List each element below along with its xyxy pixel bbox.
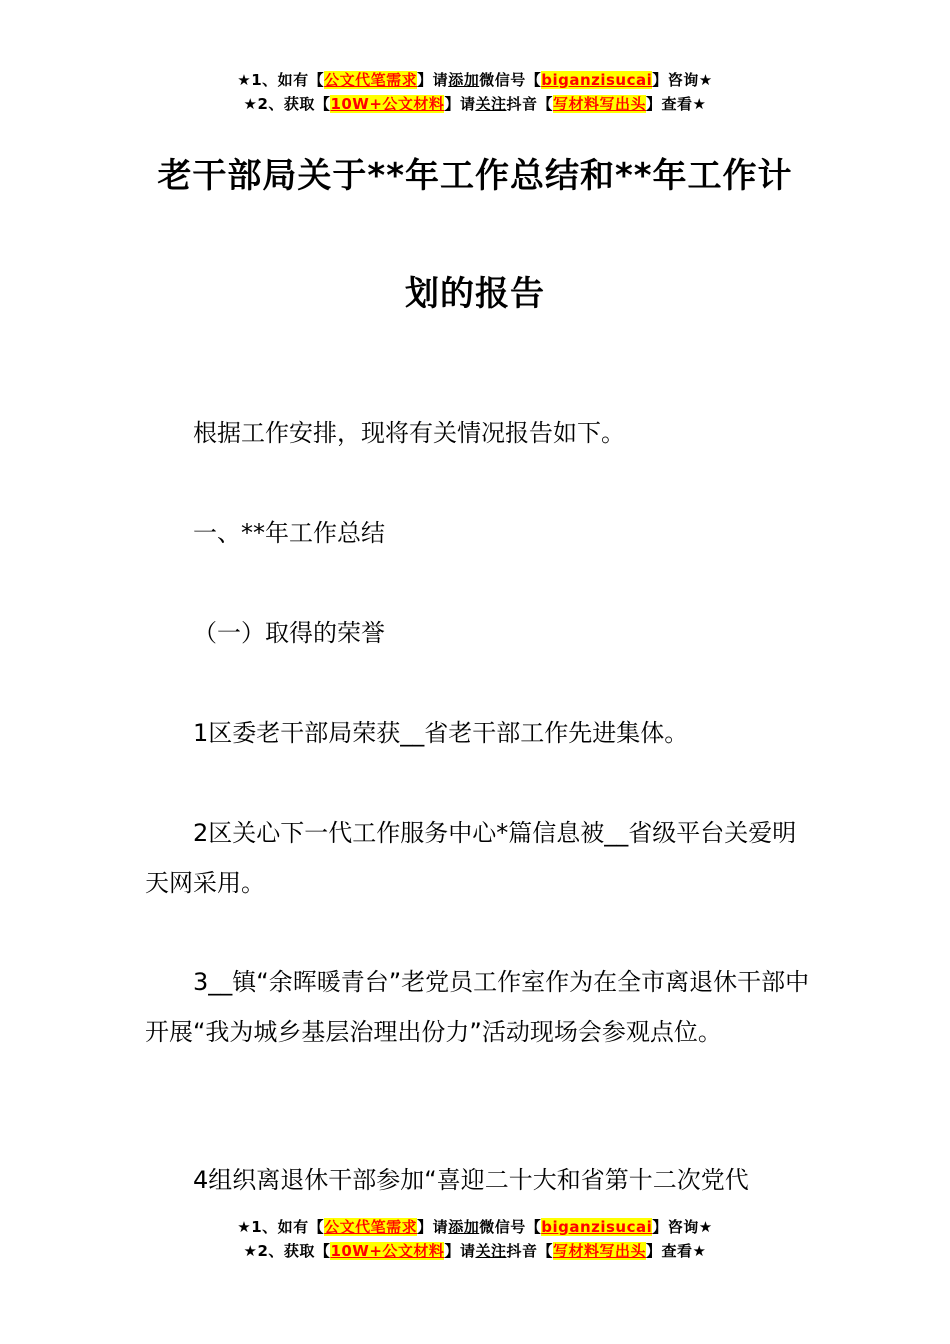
paragraph-intro: 根据工作安排，现将有关情况报告如下。 — [193, 419, 625, 447]
list-item: 2区关心下一代工作服务中心*篇信息被__省级平台关爱明天网采用。 — [145, 819, 797, 897]
banner-highlight: 10W+公文材料 — [330, 1242, 445, 1260]
header-banner — [0, 68, 950, 116]
banner-text: 】请 — [417, 1218, 449, 1236]
document-title-line-2: 划的报告 — [405, 274, 545, 314]
banner-text: 】咨询★ — [652, 1218, 713, 1236]
banner-line-2 — [0, 92, 950, 116]
banner-highlight: biganzisucai — [541, 71, 653, 89]
subsection-heading: （一）取得的荣誉 — [193, 619, 385, 647]
document-title-line-1: 老干部局关于**年工作总结和**年工作计 — [157, 156, 793, 196]
banner-text: 】请 — [444, 1242, 476, 1260]
banner-line-1 — [0, 68, 950, 92]
banner-line-1 — [0, 1215, 950, 1239]
banner-underline: 添加 — [448, 1218, 480, 1236]
banner-underline: 关注 — [475, 95, 507, 113]
banner-text: ★2、获取【 — [243, 1242, 331, 1260]
banner-highlight: biganzisucai — [541, 1218, 653, 1236]
banner-text: 】请 — [417, 71, 449, 89]
list-item: 1区委老干部局荣获__省老干部工作先进集体。 — [193, 719, 689, 747]
banner-text: 】咨询★ — [652, 71, 713, 89]
banner-text: 微信号【 — [479, 1218, 542, 1236]
section-heading: 一、**年工作总结 — [193, 519, 385, 547]
banner-highlight: 公文代笔需求 — [324, 1218, 418, 1236]
banner-text: 抖音【 — [506, 1242, 553, 1260]
banner-text: 】查看★ — [646, 95, 707, 113]
footer-banner — [0, 1215, 950, 1263]
banner-underline: 添加 — [448, 71, 480, 89]
banner-text: 微信号【 — [479, 71, 542, 89]
banner-line-2 — [0, 1239, 950, 1263]
list-item: 4组织离退休干部参加“喜迎二十大和省第十二次党代 — [193, 1166, 749, 1194]
banner-underline: 关注 — [475, 1242, 507, 1260]
banner-text: ★1、如有【 — [237, 71, 325, 89]
banner-highlight: 公文代笔需求 — [324, 71, 418, 89]
list-item: 3__镇“余晖暖青台”老党员工作室作为在全市离退休干部中开展“我为城乡基层治理出份力”活动现场会参观点位。 — [145, 968, 810, 1046]
banner-text: ★1、如有【 — [237, 1218, 325, 1236]
banner-highlight: 写材料写出头 — [552, 95, 646, 113]
banner-text: 抖音【 — [506, 95, 553, 113]
banner-text: ★2、获取【 — [243, 95, 331, 113]
banner-text: 】查看★ — [646, 1242, 707, 1260]
banner-highlight: 写材料写出头 — [552, 1242, 646, 1260]
banner-text: 】请 — [444, 95, 476, 113]
banner-highlight: 10W+公文材料 — [330, 95, 445, 113]
